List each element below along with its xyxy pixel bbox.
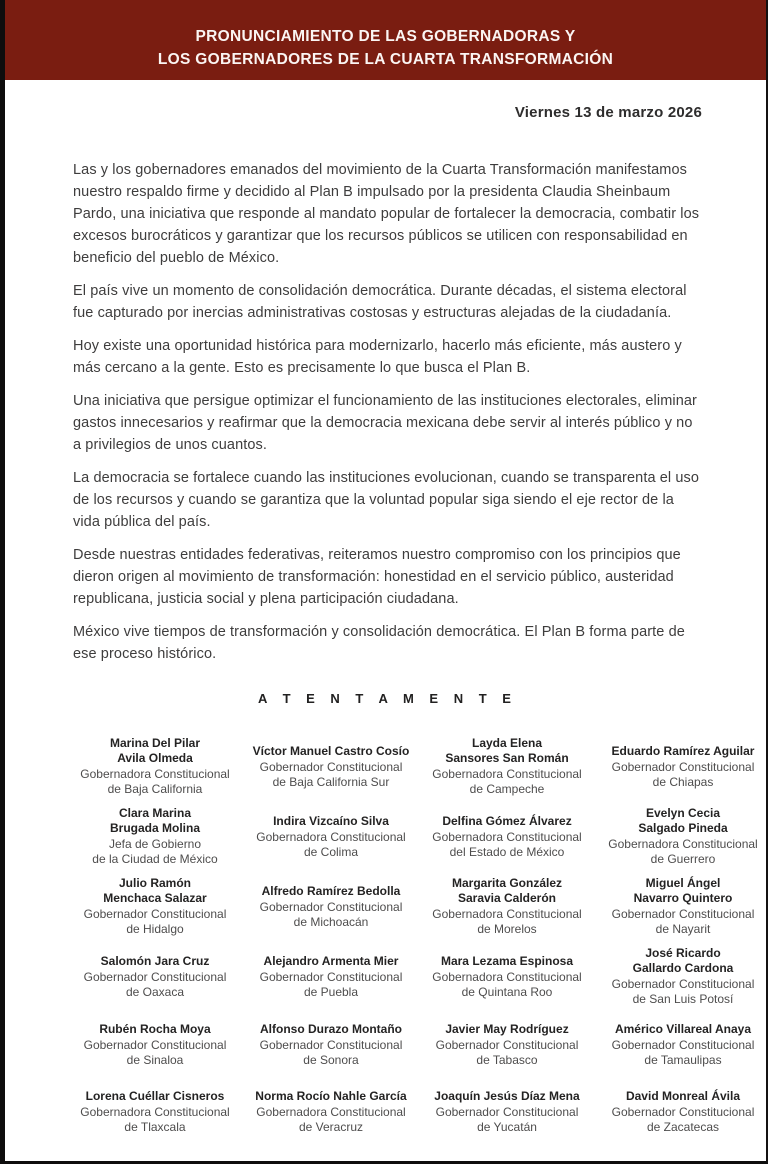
signatory-title: Gobernador Constitucional de Michoacán — [259, 899, 403, 929]
signatory-title: Gobernadora Constitucional de Quintana Roo — [432, 969, 582, 999]
signatory-title: Gobernadora Constitucional de Campeche — [432, 767, 582, 796]
signatory — [425, 808, 589, 866]
document-content — [5, 104, 766, 1141]
paragraph: La democracia se fortalece cuando las instituciones evolucionan, cuando se transparenta el uso de los recursos y cuando se garantiza que la voluntad popular siga siendo el eje rector de la vida pública del país. — [73, 470, 700, 530]
signatory — [601, 946, 765, 1007]
signatory — [73, 1083, 237, 1141]
signatory-title: Gobernador Constitucional de Nayarit — [611, 907, 755, 936]
signatory-name: Mara Lezama Espinosa — [440, 953, 574, 968]
signatory-name: Clara Marina Brugada Molina — [109, 806, 200, 835]
paragraph: Las y los gobernadores emanados del movimiento de la Cuarta Transformación manifestamos nuestro respaldo firme y decidido al Plan B impulsado por la presidenta Claudia Sheinbaum Pardo, una iniciativa que responde al mandato popular de fortalecer la democracia, combatir los excesos burocráticos y garantizar que los recursos públicos se utilicen con responsabilidad en beneficio del pueblo de México. — [73, 162, 700, 266]
signatory-name: Margarita González Saravia Calderón — [451, 876, 563, 905]
signatory — [425, 1016, 589, 1074]
signatory-name: Alfonso Durazo Montaño — [260, 1022, 402, 1036]
signatory — [601, 876, 765, 937]
signatory-name: José Ricardo Gallardo Cardona — [632, 946, 734, 975]
signatory-name: Javier May Rodríguez — [445, 1022, 569, 1036]
signatory-name: David Monreal Ávila — [625, 1089, 741, 1103]
signatory — [249, 1016, 413, 1074]
signatory-title: Gobernador Constitucional de Baja California Sur — [259, 759, 403, 789]
signatory-title: Gobernador Constitucional de Sinaloa — [83, 1038, 227, 1067]
signatory-name: Alfredo Ramírez Bedolla — [261, 883, 401, 898]
signatory-name: Marina Del Pilar Avila Olmeda — [109, 736, 201, 765]
signatory-name: Américo Villareal Anaya — [614, 1022, 752, 1036]
signatory-title: Gobernadora Constitucional del Estado de México — [432, 829, 582, 859]
paragraph: Hoy existe una oportunidad histórica para modernizarlo, hacerlo más eficiente, más austero y más cercano a la gente. Esto es precisamente lo que busca el Plan B. — [73, 338, 682, 376]
signatory — [73, 948, 237, 1006]
signatory-title: Gobernador Constitucional de San Luis Potosí — [611, 977, 755, 1006]
signatory — [601, 806, 765, 867]
signatory-name: Miguel Ángel Navarro Quintero — [633, 876, 733, 905]
signatory-name: Eduardo Ramírez Aguilar — [611, 743, 755, 758]
signatory — [73, 806, 237, 867]
signatory-title: Gobernadora Constitucional de Colima — [256, 829, 406, 859]
signatory-name: Indira Vizcaíno Silva — [273, 813, 389, 828]
signatory — [73, 1016, 237, 1074]
paragraph: Desde nuestras entidades federativas, reiteramos nuestro compromiso con los principios que dieron origen al movimiento de transformación: honestidad en el servicio público, austeridad republicana, justicia social y plena participación ciudadana. — [73, 547, 681, 607]
signatory — [249, 1083, 413, 1141]
signatory-title: Gobernadora Constitucional de Morelos — [432, 907, 582, 936]
signatory — [249, 808, 413, 866]
signatory-name: Norma Rocío Nahle García — [255, 1089, 407, 1103]
signatories-grid — [73, 736, 765, 1141]
signatory-title: Gobernadora Constitucional de Tlaxcala — [80, 1105, 230, 1134]
signatory-name: Lorena Cuéllar Cisneros — [85, 1089, 225, 1103]
banner-title-line2: LOS GOBERNADORES DE LA CUARTA TRANSFORMACIÓN — [157, 51, 614, 68]
signatory — [425, 876, 589, 937]
signatory-title: Jefa de Gobierno de la Ciudad de México — [92, 837, 218, 866]
signatory-name: Layda Elena Sansores San Román — [445, 736, 569, 765]
signatory-title: Gobernadora Constitucional de Guerrero — [608, 837, 758, 866]
signatory — [249, 738, 413, 796]
signatory-title: Gobernador Constitucional de Sonora — [259, 1038, 403, 1067]
signatory-name: Rubén Rocha Moya — [99, 1022, 211, 1036]
banner-title-line1: PRONUNCIAMIENTO DE LAS GOBERNADORAS Y — [195, 28, 576, 45]
signatory — [601, 1016, 765, 1074]
signatory-title: Gobernador Constitucional de Chiapas — [611, 759, 755, 789]
signatory — [601, 1083, 765, 1141]
document-date: Viernes 13 de marzo 2026 — [514, 104, 702, 121]
paragraph: Una iniciativa que persigue optimizar el funcionamiento de las instituciones electorales, eliminar gastos innecesarios y reafirmar que la democracia mexicana debe servir al interés público y no a privilegios de unos cuantos. — [73, 393, 697, 453]
signatory-name: Alejandro Armenta Mier — [263, 953, 399, 968]
signatory — [425, 736, 589, 797]
signatory-name: Joaquín Jesús Díaz Mena — [434, 1089, 580, 1103]
signatory — [249, 878, 413, 936]
signatory-title: Gobernador Constitucional de Oaxaca — [83, 969, 227, 999]
signatory — [601, 738, 765, 796]
signatory — [425, 948, 589, 1006]
paragraph: México vive tiempos de transformación y consolidación democrática. El Plan B forma parte de ese proceso histórico. — [73, 624, 685, 662]
header-banner — [5, 0, 766, 80]
signatory-title: Gobernador Constitucional de Tamaulipas — [611, 1038, 755, 1067]
signatory-title: Gobernador Constitucional de Hidalgo — [83, 907, 227, 936]
closing-salutation: A T E N T A M E N T E — [258, 691, 517, 706]
body-text — [73, 159, 702, 665]
signatory — [249, 948, 413, 1006]
signatory — [425, 1083, 589, 1141]
signatory-title: Gobernador Constitucional de Puebla — [259, 969, 403, 999]
signatory — [73, 736, 237, 797]
signatory-name: Julio Ramón Menchaca Salazar — [103, 876, 207, 905]
signatory-name: Víctor Manuel Castro Cosío — [252, 743, 410, 758]
signatory-name: Evelyn Cecia Salgado Pineda — [638, 806, 728, 835]
signatory-title: Gobernador Constitucional de Zacatecas — [611, 1105, 755, 1134]
signatory-name: Salomón Jara Cruz — [100, 953, 210, 968]
signatory-name: Delfina Gómez Álvarez — [442, 813, 572, 828]
signatory — [73, 876, 237, 937]
signatory-title: Gobernador Constitucional de Tabasco — [435, 1038, 579, 1067]
signatory-title: Gobernadora Constitucional de Baja California — [80, 767, 230, 796]
signatory-title: Gobernadora Constitucional de Veracruz — [256, 1105, 406, 1134]
paragraph: El país vive un momento de consolidación democrática. Durante décadas, el sistema electoral fue capturado por inercias administrativas costosas y estructuras alejadas de la ciudadanía. — [73, 283, 687, 321]
signatory-title: Gobernador Constitucional de Yucatán — [435, 1105, 579, 1134]
